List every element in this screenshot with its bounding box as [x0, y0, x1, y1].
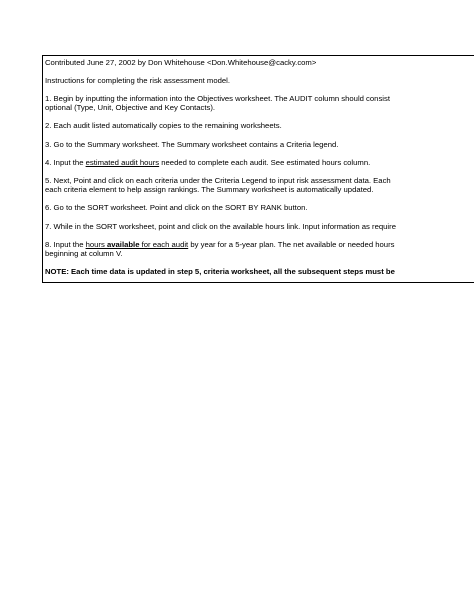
step-6: 6. Go to the SORT worksheet. Point and click on the SORT BY RANK button.	[45, 203, 308, 212]
step-8-pre: 8. Input the	[45, 240, 86, 249]
step-1-line-1: 1. Begin by inputting the information into the Objectives worksheet. The AUDIT column should consist	[45, 94, 390, 103]
step-8-line-2: beginning at column V.	[45, 249, 123, 258]
step-1-line-2: optional (Type, Unit, Objective and Key Contacts).	[45, 103, 216, 112]
step-8-hours: hours	[85, 240, 107, 249]
step-5-line-2: each criteria element to help assign rankings. The Summary worksheet is automatically updated.	[45, 185, 374, 194]
step-4	[45, 158, 370, 168]
step-8-available: available	[106, 240, 140, 249]
contribution-text: Contributed June 27, 2002 by Don Whitehouse <Don.Whitehouse@cacky.com>	[45, 58, 317, 67]
step-2: 2. Each audit listed automatically copies to the remaining worksheets.	[45, 121, 282, 130]
step-3: 3. Go to the Summary worksheet. The Summary worksheet contains a Criteria legend.	[45, 140, 339, 149]
step-4-pre: 4. Input the	[45, 158, 86, 167]
step-7: 7. While in the SORT worksheet, point and click on the available hours link. Input information as require	[45, 222, 396, 231]
step-5-line-1: 5. Next, Point and click on each criteria under the Criteria Legend to input risk assessment data. Each	[45, 176, 391, 185]
step-8-post: by year for a 5-year plan. The net available or needed hours	[188, 240, 395, 249]
instructions-sheet	[42, 55, 474, 283]
instructions-title: Instructions for completing the risk assessment model.	[45, 76, 231, 85]
step-8-for-each-audit: for each audit	[139, 240, 189, 249]
step-4-underlined: estimated audit hours	[85, 158, 160, 167]
step-4-post: needed to complete each audit. See estimated hours column.	[159, 158, 371, 167]
note-text: NOTE: Each time data is updated in step 5, criteria worksheet, all the subsequent steps must be	[45, 267, 395, 276]
